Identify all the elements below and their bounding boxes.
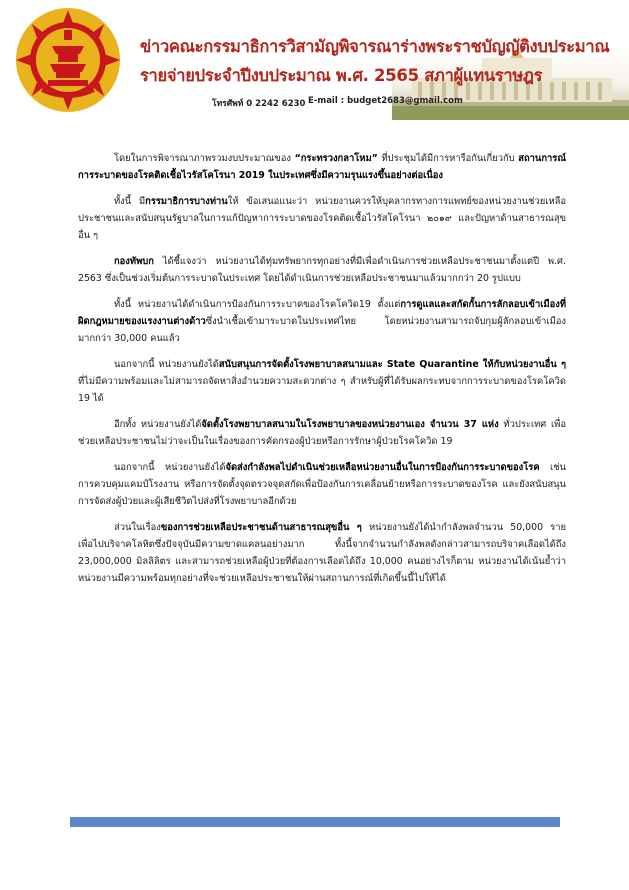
text-run: ที่ประชุมได้มีการหารือกันเกี่ยวกับ [377, 153, 519, 164]
text-run: ทั่วประเทศ เพื่อช่วยเหลือประชาชนไม่ว่าจะเป็นในเรื่องของการคัดกรองผู้ป่วยหรือการรักษาผู้ป่วยโรคโควิด 19 [78, 419, 566, 447]
body-paragraph [78, 296, 566, 347]
bold-text-run: ของการช่วยเหลือประชาชนด้านสาธารณสุขอื่น ๆ [160, 522, 362, 533]
bold-text-run: สถานการณ์การระบาดของโรคติดเชื้อไวรัสโคโรนา 2019 ในประเทศซึ่งมีความรุนแรงขึ้นอย่างต่อเนื่อง [78, 153, 567, 181]
text-run: ให้ ข้อเสนอแนะว่า หน่วยงานควรให้บุคลากรทางการแพทย์ของหน่วยงานช่วยเหลือประชาชนและสนับสนุนรัฐบาลในการแก้ปัญหาการระบาดของโรคติดเชื้อไวรัสโคโรนา ๒๐๑๙ และปัญหาด้านสาธารณสุขอื่น ๆ [78, 196, 566, 241]
text-run: ซึ่งนำเชื้อเข้ามาระบาดในประเทศไทย โดยหน่วยงานสามารถจับกุมผู้ลักลอบเข้าเมืองมากกว่า 30,000 คนแล้ว [78, 316, 566, 344]
footer-bar [70, 817, 560, 827]
bold-text-run: “กระทรวงกลาโหม” [294, 153, 378, 164]
news-body [78, 150, 566, 596]
contact-email: E-mail : budget2683@gmail.com [308, 96, 463, 106]
contact-phone: โทรศัพท์ 0 2242 6230 [212, 99, 306, 109]
text-run: นอกจากนี้ หน่วยงานยังได้ [114, 462, 226, 473]
text-run: โดยในการพิจารณาภาพรวมงบประมาณของ [114, 153, 295, 164]
bold-text-run: การดูแลและสกัดกั้นการลักลอบเข้าเมืองที่ผิดกฎหมายของแรงงานต่างด้าว [78, 299, 566, 327]
text-run: ได้ชี้แจงว่า หน่วยงานได้ทุ่มทรัพยากรทุกอย่างที่มีเพื่อดำเนินการช่วยเหลือประชาชนมาตั้งแต่ปี พ.ศ. 2563 ซึ่งเป็นช่วงเริ่มต้นการระบาดในประเทศ โดยได้ดำเนินการช่วยเหลือประชาชนมาแล้วมากกว่า 20 รูปแบบ [78, 256, 566, 284]
bold-text-run: สนับสนุนการจัดตั้งโรงพยาบาลสนามและ State Quarantine ให้กับหน่วยงานอื่น ๆ [218, 359, 566, 370]
text-run: หน่วยงานยังได้นำกำลังพลจำนวน 50,000 ราย เพื่อไปบริจาคโลหิตซึ่งปัจจุบันมีความขาดแคลนอย่างมาก ทั้งนี้จากจำนวนกำลังพลดังกล่าวสามารถบริจาคเลือดได้ถึง 23,000,000 มิลลิลิตร และสามารถช่วยเหลือผู้ป่วยที่ต้องการเลือดได้ถึง 10,000 คนอย่างไรก็ตาม หน่วยงานได้เน้นย้ำว่า หน่วยงานมีความพร้อมทุกอย่างที่จะช่วยเหลือประชาชนให้ผ่านสถานการณ์ที่เกิดขึ้นนี้ไปให้ได้ [78, 522, 566, 584]
text-run: เช่น การควบคุมแคมป์โรงงาน หรือการจัดตั้งจุดตรวจจุดสกัดเพื่อป้องกันการเคลื่อนย้ายหรือการระบาดของโรค และยังสนับสนุนการจัดส่งผู้ป่วยและผู้เสียชีวิตไปส่งที่โรงพยาบาลอีกด้วย [78, 462, 566, 507]
body-paragraph [78, 193, 566, 244]
header-title-line2: รายจ่ายประจำปีงบประมาณ พ.ศ. 2565 สภาผู้แทนราษฎร [140, 66, 543, 85]
bold-text-run: กองทัพบก [114, 256, 154, 267]
body-paragraph [78, 150, 566, 184]
text-run: ทั้งนี้ มี [114, 196, 146, 207]
body-paragraph [78, 253, 566, 287]
body-paragraph [78, 416, 566, 450]
header-title-line1: ข่าวคณะกรรมาธิการวิสามัญพิจารณาร่างพระราชบัญญัติงบประมาณ [140, 37, 610, 56]
bold-text-run: จัดส่งกำลังพลไปดำเนินช่วยเหลือหน่วยงานอื่นในการป้องกันการระบาดของโรค [225, 462, 540, 473]
body-paragraph [78, 519, 566, 587]
document-header [0, 0, 629, 118]
bold-text-run: กรรมาธิการบางท่าน [145, 196, 228, 207]
parliament-emblem-icon [12, 6, 124, 114]
body-paragraph [78, 459, 566, 510]
text-run: อีกทั้ง หน่วยงานยังได้ [114, 419, 202, 430]
text-run: นอกจากนี้ หน่วยงานยังได้ [114, 359, 219, 370]
text-run: ส่วนในเรื่อง [114, 522, 161, 533]
text-run: ที่ไม่มีความพร้อมและไม่สามารถจัดหาสิ่งอำนวยความสะดวกต่าง ๆ สำหรับผู้ที่ได้รับผลกระทบจากการระบาดของโรคโควิด 19 ได้ [78, 376, 566, 404]
body-paragraph [78, 356, 566, 407]
text-run: ทั้งนี้ หน่วยงานได้ดำเนินการป้องกันการระบาดของโรคโควิด19 ตั้งแต่ [114, 299, 401, 310]
bold-text-run: จัดตั้งโรงพยาบาลสนามในโรงพยาบาลของหน่วยงานเอง จำนวน 37 แห่ง [201, 419, 499, 430]
